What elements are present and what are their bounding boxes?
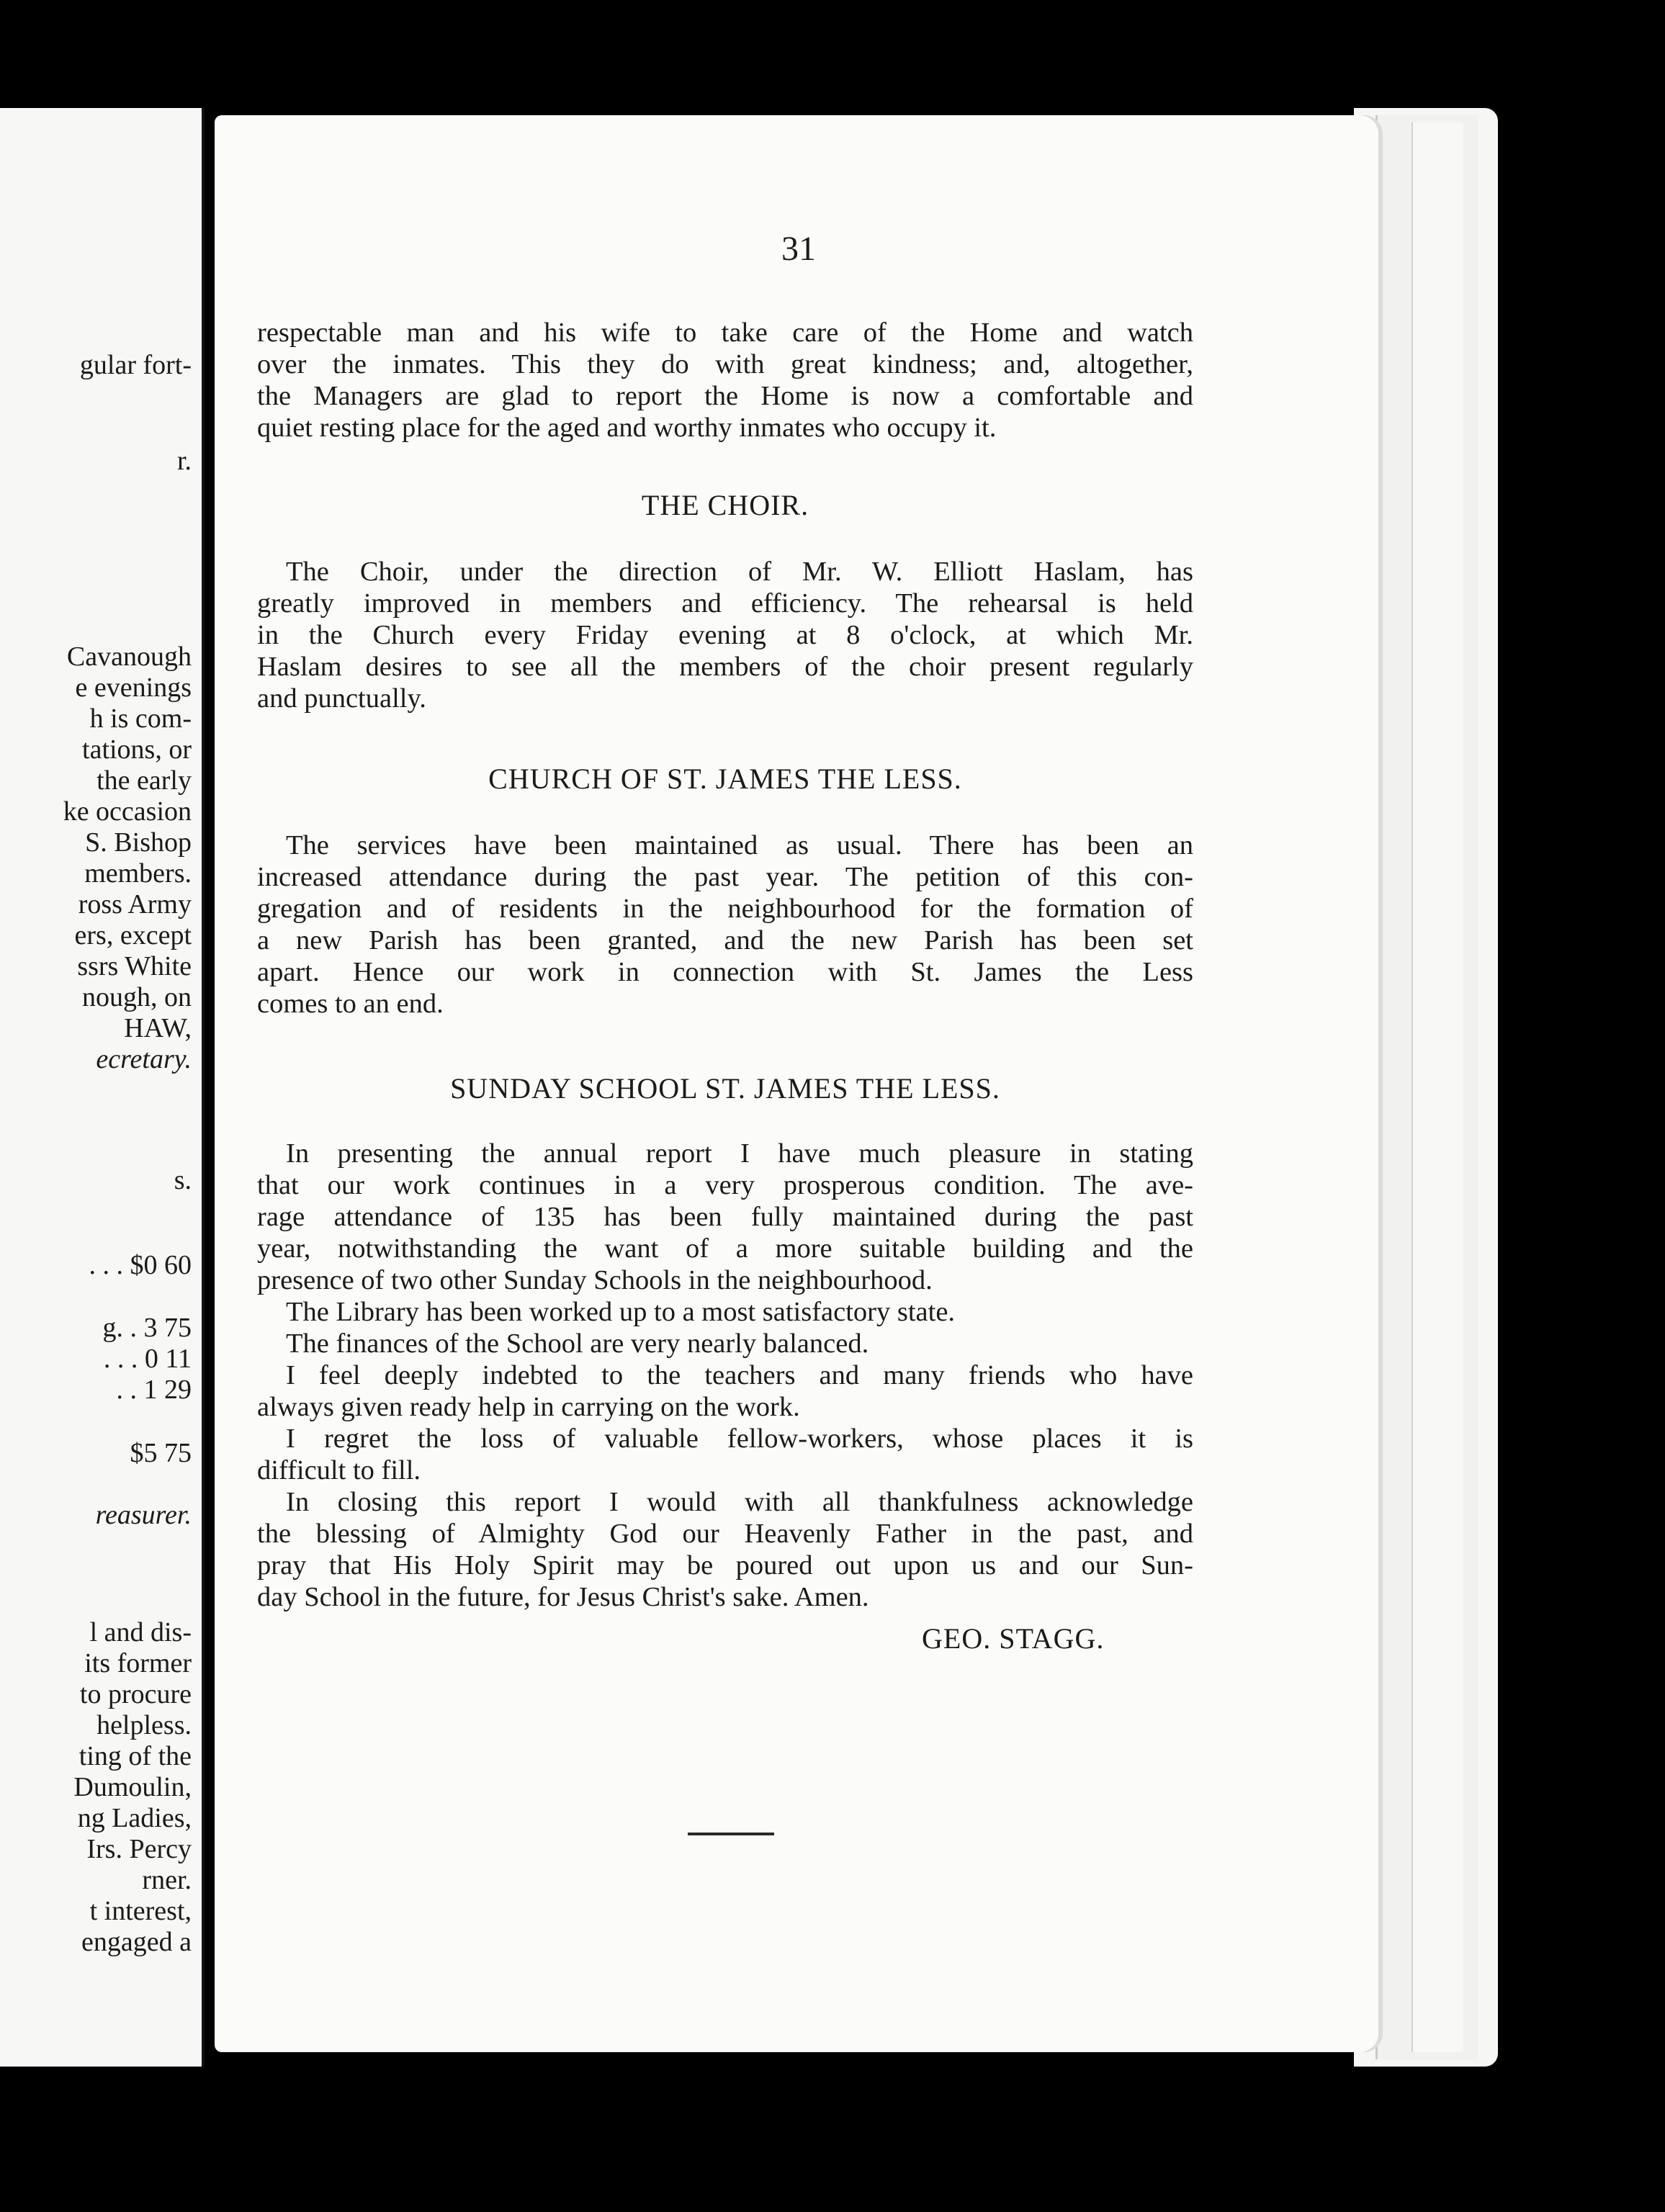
choir-heading: THE CHOIR.: [641, 489, 809, 521]
choir-line: in the Church every Friday evening at 8 o'clock, at which Mr.: [257, 620, 1193, 650]
sunday-school-line: rage attendance of 135 has been fully maintained during the past: [257, 1202, 1193, 1232]
left-page-line: members.: [84, 858, 192, 889]
left-page-line: r.: [176, 446, 192, 476]
sunday-school-line: In presenting the annual report I have much pleasure in stating: [286, 1138, 1193, 1169]
left-page-line: ssrs White: [77, 951, 192, 981]
intro-line: quiet resting place for the aged and worthy inmates who occupy it.: [257, 413, 997, 443]
left-page-line: . . . 0 11: [103, 1344, 192, 1374]
left-page-line: reasurer.: [95, 1500, 192, 1530]
sunday-school-line: pray that His Holy Spirit may be poured out upon us and our Sun-: [257, 1550, 1193, 1581]
left-page-line: ross Army: [78, 889, 192, 920]
sunday-school-line: I feel deeply indebted to the teachers and many friends who have: [286, 1360, 1193, 1390]
sunday-school-line: always given ready help in carrying on the work.: [257, 1392, 800, 1422]
choir-line: The Choir, under the direction of Mr. W. Elliott Haslam, has: [286, 557, 1193, 587]
sunday-school-heading: SUNDAY SCHOOL ST. JAMES THE LESS.: [450, 1072, 1000, 1105]
left-page-line: tations, or: [82, 734, 192, 765]
left-page-line: t interest,: [89, 1896, 192, 1926]
sunday-school-line: day School in the future, for Jesus Christ's sake. Amen.: [257, 1582, 869, 1612]
church-paragraph: [257, 830, 1193, 1020]
left-page-line: g. . 3 75: [102, 1313, 192, 1343]
sunday-school-line: presence of two other Sunday Schools in the neighbourhood.: [257, 1265, 933, 1295]
sunday-school-line: I regret the loss of valuable fellow-workers, whose places it is: [286, 1424, 1193, 1454]
sunday-school-paragraph: [257, 1138, 1193, 1613]
left-page-line: ers, except: [74, 920, 192, 950]
left-page-line: nough, on: [82, 982, 192, 1012]
left-page-line: the early: [97, 765, 192, 796]
church-line: gregation and of residents in the neighbourhood for the formation of: [257, 894, 1193, 924]
left-page-line: $5 75: [130, 1438, 192, 1468]
choir-line: greatly improved in members and efficiency. The rehearsal is held: [257, 588, 1193, 619]
left-page-line: l and dis-: [89, 1617, 192, 1647]
church-line: increased attendance during the past year. The petition of this con-: [257, 862, 1193, 892]
intro-line: over the inmates. This they do with great kindness; and, altogether,: [257, 349, 1193, 379]
sunday-school-line: In closing this report I would with all thankfulness acknowledge: [286, 1487, 1193, 1517]
left-page-line: e evenings: [75, 673, 192, 703]
choir-line: Haslam desires to see all the members of the choir present regularly: [257, 652, 1193, 682]
left-page-line: Cavanough: [66, 642, 192, 672]
intro-line: respectable man and his wife to take care of the Home and watch: [257, 318, 1193, 348]
left-page-line: . . 1 29: [116, 1375, 192, 1405]
left-page-line: s.: [174, 1165, 192, 1195]
sunday-school-line: difficult to fill.: [257, 1455, 421, 1485]
page-stack-edge-innermost: [1412, 122, 1463, 2052]
left-page-line: gular fort-: [79, 350, 192, 380]
left-page-line: helpless.: [97, 1710, 192, 1740]
left-page-line: rner.: [142, 1865, 192, 1895]
left-page-line: . . . $0 60: [89, 1250, 192, 1280]
church-line: apart. Hence our work in connection with St. James the Less: [257, 957, 1193, 987]
left-page-line: ng Ladies,: [77, 1803, 192, 1833]
left-page-line: Dumoulin,: [73, 1772, 192, 1802]
left-page-line: HAW,: [124, 1013, 192, 1043]
left-page-line: its former: [84, 1648, 192, 1678]
left-page-line: Irs. Percy: [86, 1834, 192, 1864]
signature: GEO. STAGG.: [922, 1622, 1105, 1655]
church-line: a new Parish has been granted, and the new Parish has been set: [257, 925, 1193, 956]
left-facing-page: [0, 108, 205, 2067]
choir-line: and punctually.: [257, 683, 426, 714]
intro-line: the Managers are glad to report the Home is now a comfortable and: [257, 381, 1193, 411]
sunday-school-line: the blessing of Almighty God our Heavenly Father in the past, and: [257, 1519, 1193, 1549]
left-page-line: ke occasion: [63, 796, 192, 827]
sunday-school-line: The Library has been worked up to a most satisfactory state.: [286, 1297, 956, 1327]
choir-paragraph: [257, 556, 1193, 714]
left-page-line: h is com-: [89, 703, 192, 734]
church-line: comes to an end.: [257, 989, 444, 1019]
section-divider-rule: [688, 1833, 774, 1835]
church-line: The services have been maintained as usual. There has been an: [286, 830, 1193, 860]
left-page-line: S. Bishop: [85, 827, 192, 858]
church-heading: CHURCH OF ST. JAMES THE LESS.: [488, 763, 962, 795]
page-number: 31: [781, 230, 816, 268]
left-page-line: ting of the: [78, 1741, 192, 1771]
intro-paragraph: [257, 317, 1193, 444]
sunday-school-line: The finances of the School are very nearly balanced.: [286, 1328, 869, 1359]
left-page-line: engaged a: [81, 1927, 192, 1957]
sunday-school-line: year, notwithstanding the want of a more suitable building and the: [257, 1233, 1193, 1264]
sunday-school-line: that our work continues in a very prosperous condition. The ave-: [257, 1170, 1193, 1200]
left-page-line: ecretary.: [96, 1044, 192, 1074]
left-page-line: to procure: [79, 1679, 192, 1709]
